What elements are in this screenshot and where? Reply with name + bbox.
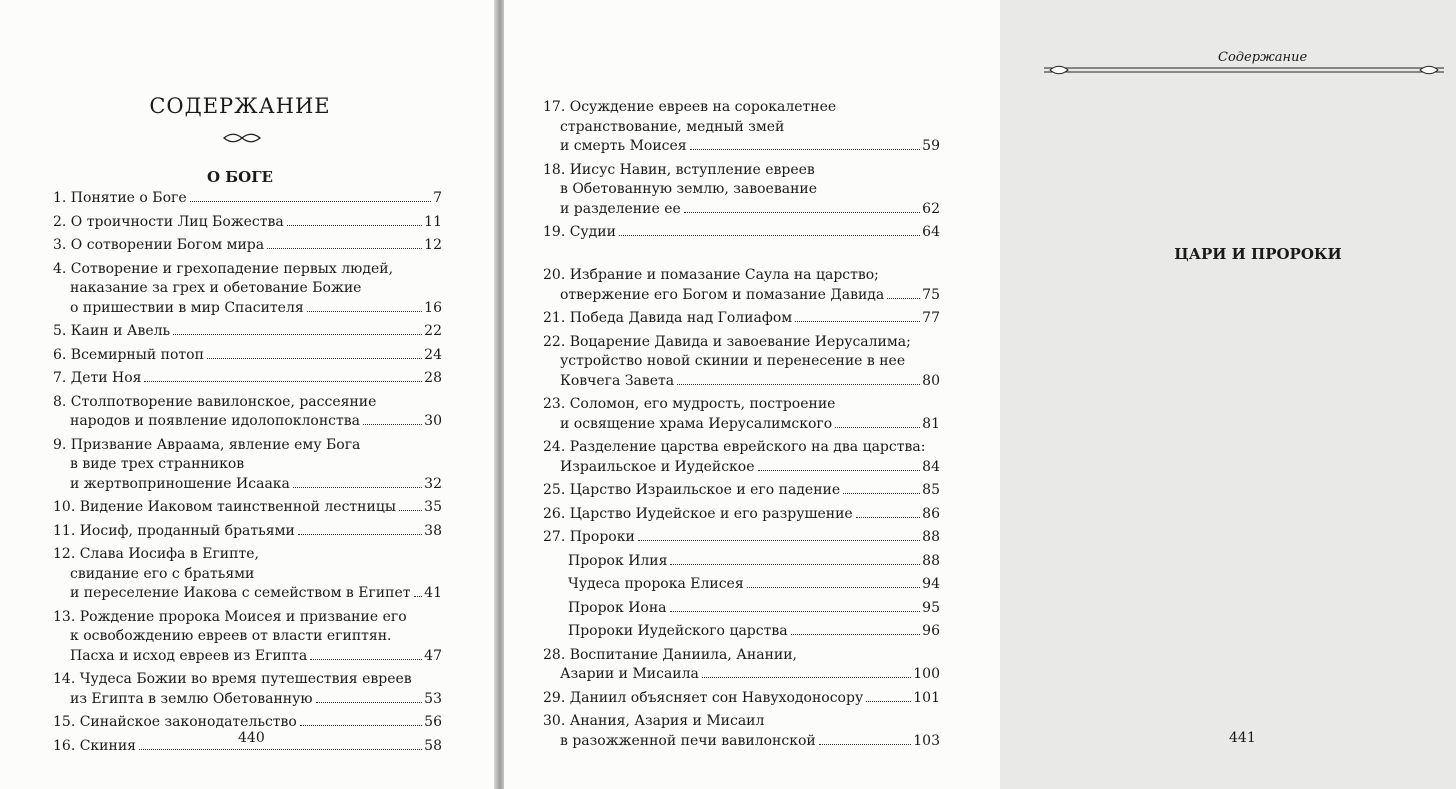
toc-entry-text: 3. О сотворении Богом мира (53, 237, 265, 253)
toc-entry-page: 94 (922, 576, 940, 592)
toc-entry-last-line (568, 622, 940, 642)
toc-entry-last-line (53, 369, 442, 389)
section-title-tsari-i-proroki: ЦАРИ И ПРОРОКИ (1174, 245, 1342, 263)
toc-entry-text: Азарии и Мисаила (560, 666, 699, 682)
toc-entry (543, 689, 940, 709)
toc-entry-last-line (543, 458, 940, 478)
toc-entry-text: Пророки Иудейского царства (568, 623, 788, 639)
toc-dot-leader (139, 749, 422, 750)
toc-entry-last-line (543, 223, 940, 243)
toc-entry-last-line (53, 346, 442, 366)
toc-entry (53, 260, 442, 319)
toc-entry-page: 28 (424, 370, 442, 386)
page-number-left: 440 (238, 730, 265, 746)
toc-entry-last-line (568, 552, 940, 572)
toc-entry-page: 7 (433, 190, 442, 206)
toc-entry-last-line (53, 213, 442, 233)
toc-entry-page: 56 (424, 714, 442, 730)
toc-entry-last-line (53, 299, 442, 319)
toc-entry-last-line (53, 236, 442, 256)
toc-entry-page: 80 (922, 372, 940, 389)
toc-entry-last-line (543, 137, 940, 157)
toc-entry-text: к освобождению евреев от власти египтян. (70, 628, 392, 644)
toc-entry-text: 23. Соломон, его мудрость, построение (543, 396, 836, 412)
toc-entry-text: в виде трех странников (70, 456, 245, 472)
toc-dot-leader (298, 534, 422, 535)
toc-entry-last-line (53, 522, 442, 542)
title-ornament-icon (222, 133, 262, 143)
toc-entry-page: 53 (424, 690, 442, 707)
toc-entry-text: 9. Призвание Авраама, явление ему Бога (53, 436, 361, 453)
toc-entry-text: народов и появление идолопоклонства (70, 413, 360, 429)
left-page (0, 0, 496, 789)
toc-entry (53, 346, 442, 366)
toc-dot-leader (293, 487, 422, 488)
header-rule-ornament-icon (1044, 64, 1444, 76)
toc-entry (543, 223, 940, 243)
toc-entry (543, 266, 940, 305)
toc-entry-text: Пасха и исход евреев из Египта (70, 647, 308, 664)
toc-entry (53, 236, 442, 256)
toc-dot-leader (702, 677, 911, 678)
toc-dot-leader (670, 611, 921, 612)
toc-entry-page: 101 (913, 689, 940, 706)
toc-entry-text: и разделение ее (560, 200, 681, 217)
toc-entry (543, 575, 940, 595)
toc-dot-leader (414, 596, 423, 597)
toc-entry-text: в Обетованную землю, завоевание (560, 181, 818, 197)
toc-entry-page: 85 (922, 482, 940, 498)
toc-dot-leader (758, 470, 921, 471)
toc-entry-last-line (53, 189, 442, 209)
toc-dot-leader (795, 321, 920, 322)
toc-dot-leader (690, 149, 921, 150)
toc-entry-text: Пророк Иона (568, 599, 667, 616)
toc-dot-leader (677, 384, 920, 385)
toc-entry-text: 16. Скиния (53, 737, 137, 754)
toc-entry-page: 12 (424, 237, 442, 253)
toc-entry-page: 47 (424, 647, 442, 664)
toc-dot-leader (267, 248, 422, 249)
toc-entry-page: 35 (424, 499, 442, 515)
toc-entry-last-line (543, 481, 940, 501)
toc-dot-leader (307, 311, 423, 312)
toc-dot-leader (791, 634, 921, 635)
toc-dot-leader (300, 725, 422, 726)
toc-entry-last-line (53, 475, 442, 495)
toc-entry-text: устройство новой скинии и перенесение в нее (560, 353, 906, 369)
toc-entry-last-line (53, 412, 442, 432)
toc-entry-page: 59 (922, 138, 940, 154)
toc-entry-text: 17. Осуждение евреев на сорокалетнее (543, 99, 837, 115)
toc-entry-text: 24. Разделение царства еврейского на два царства: (543, 439, 926, 455)
toc-entry (53, 436, 442, 495)
toc-dot-leader (173, 334, 422, 335)
toc-dot-leader (207, 358, 422, 359)
toc-entry-last-line (543, 200, 940, 220)
toc-entry-text: Ковчега Завета (560, 372, 675, 389)
toc-dot-leader (670, 564, 920, 565)
toc-entry-page: 32 (424, 475, 442, 492)
toc-entry-last-line (53, 647, 442, 667)
toc-entry (53, 369, 442, 389)
toc-entry-last-line (53, 498, 442, 518)
toc-entry-text: 25. Царство Израильское и его падение (543, 482, 841, 498)
toc-entry-page: 64 (922, 224, 940, 240)
toc-entry-text: 28. Воспитание Даниила, Анании, (543, 646, 798, 663)
toc-entry-last-line (543, 689, 940, 709)
toc-dot-leader (638, 540, 920, 541)
toc-entry (543, 622, 940, 642)
toc-entry (543, 528, 940, 548)
toc-dot-leader (866, 701, 911, 702)
toc-entry (53, 522, 442, 542)
toc-entry (543, 333, 940, 392)
toc-entry (543, 552, 940, 572)
toc-entry-text: 30. Анания, Азария и Мисаил (543, 713, 765, 729)
toc-entry-last-line (53, 690, 442, 710)
toc-dot-leader (843, 493, 920, 494)
toc-entry-text: 12. Слава Иосифа в Египте, (53, 546, 259, 562)
toc-dot-leader (747, 587, 921, 588)
toc-entry-page: 100 (913, 666, 940, 682)
toc-dot-leader (835, 427, 920, 428)
toc-entry (543, 438, 940, 477)
toc-entry-text: в разожженной печи вавилонской (560, 732, 816, 749)
toc-entry-last-line (53, 584, 442, 604)
toc-entry-text: Пророк Илия (568, 552, 668, 569)
toc-dot-leader (856, 517, 920, 518)
toc-entry (53, 498, 442, 518)
toc-entry-text: 13. Рождение пророка Моисея и призвание его (53, 608, 407, 625)
toc-entry-last-line (543, 528, 940, 548)
toc-entry-page: 62 (922, 200, 940, 217)
toc-entry-text: 10. Видение Иаковом таинственной лестницы (53, 499, 396, 515)
toc-dot-leader (363, 424, 422, 425)
toc-entry-page: 11 (424, 213, 442, 230)
toc-entry-page: 86 (922, 505, 940, 522)
toc-entry-page: 103 (913, 732, 940, 749)
toc-entry-page: 38 (424, 522, 442, 539)
toc-entry-page: 81 (922, 415, 940, 432)
toc-entry-text: 7. Дети Ноя (53, 370, 142, 386)
toc-entry-text: и переселение Иакова с семейством в Египет (70, 585, 411, 601)
toc-entry-text: 2. О троичности Лиц Божества (53, 213, 284, 230)
toc-entry-text: и освящение храма Иерусалимского (560, 415, 833, 432)
toc-entry-last-line (543, 505, 940, 525)
toc-list-left (53, 189, 442, 760)
toc-entry-last-line (543, 665, 940, 685)
toc-entry-text: 4. Сотворение и грехопадение первых людей, (53, 260, 394, 277)
toc-entry (53, 213, 442, 233)
toc-entry (543, 712, 940, 751)
toc-entry-text: отвержение его Богом и помазание Давида (560, 286, 885, 303)
toc-entry-last-line (53, 322, 442, 342)
toc-entry-page: 77 (922, 310, 940, 326)
toc-entry-page: 95 (922, 599, 940, 616)
toc-list-right-top (543, 98, 940, 247)
toc-entry (543, 599, 940, 619)
running-head: Содержание (1218, 50, 1308, 65)
toc-entry-text: Израильское и Иудейское (560, 458, 755, 475)
toc-entry (53, 322, 442, 342)
toc-dot-leader (287, 225, 422, 226)
toc-entry-last-line (568, 599, 940, 619)
toc-entry-text: свидание его с братьями (70, 565, 255, 582)
toc-entry-text: из Египта в землю Обетованную (70, 690, 313, 707)
toc-entry (543, 646, 940, 685)
toc-entry-text: 8. Столпотворение вавилонское, рассеяние (53, 393, 377, 410)
toc-dot-leader (316, 702, 423, 703)
toc-entry-page: 41 (424, 585, 442, 601)
toc-entry (543, 395, 940, 434)
toc-dot-leader (190, 201, 431, 202)
toc-entry-page: 58 (424, 737, 442, 754)
toc-dot-leader (819, 744, 912, 745)
toc-entry (543, 481, 940, 501)
toc-dot-leader (684, 212, 920, 213)
toc-entry-text: Чудеса пророка Елисея (568, 576, 744, 592)
toc-entry-text: 22. Воцарение Давида и завоевание Иерусалима; (543, 333, 911, 350)
toc-entry (53, 608, 442, 667)
toc-entry-text: 18. Иисус Навин, вступление евреев (543, 161, 815, 178)
toc-entry-page: 16 (424, 299, 442, 316)
toc-entry-text: 14. Чудеса Божии во время путешествия евреев (53, 671, 412, 687)
toc-entry-last-line (543, 372, 940, 392)
toc-entry (543, 98, 940, 157)
toc-dot-leader (399, 510, 422, 511)
toc-entry-page: 88 (922, 552, 940, 569)
toc-entry-page: 30 (424, 413, 442, 429)
toc-entry-text: 21. Победа Давида над Голиафом (543, 310, 793, 326)
toc-entry-page: 96 (922, 623, 940, 639)
toc-entry-text: 15. Синайское законодательство (53, 714, 297, 730)
toc-entry-text: 26. Царство Иудейское и его разрушение (543, 505, 853, 522)
toc-entry-page: 84 (922, 458, 940, 475)
toc-entry-last-line (568, 575, 940, 595)
page-number-right: 441 (1229, 730, 1256, 746)
toc-entry-text: 1. Понятие о Боге (53, 190, 187, 206)
page-title: СОДЕРЖАНИЕ (149, 94, 331, 118)
toc-entry-text: о пришествии в мир Спасителя (70, 299, 304, 316)
toc-entry-text: 29. Даниил объясняет сон Навуходоносору (543, 689, 864, 706)
toc-entry-text: 6. Всемирный потоп (53, 346, 204, 363)
toc-entry (543, 309, 940, 329)
toc-dot-leader (310, 659, 422, 660)
toc-entry-page: 88 (922, 529, 940, 545)
toc-dot-leader (144, 381, 422, 382)
toc-entry (53, 189, 442, 209)
toc-entry-last-line (543, 309, 940, 329)
toc-entry-text: 5. Каин и Авель (53, 323, 171, 339)
section-title-o-boge: О БОГЕ (207, 168, 273, 186)
toc-entry-page: 22 (424, 323, 442, 339)
toc-entry-last-line (543, 415, 940, 435)
toc-dot-leader (619, 235, 920, 236)
toc-entry-text: странствование, медный змей (560, 118, 785, 135)
toc-entry-text: и смерть Моисея (560, 138, 687, 154)
toc-entry-text: 19. Судии (543, 224, 616, 240)
toc-dot-leader (887, 298, 920, 299)
toc-entry-last-line (543, 732, 940, 752)
toc-entry-text: наказание за грех и обетование Божие (70, 280, 362, 296)
toc-entry (53, 393, 442, 432)
toc-entry (53, 545, 442, 604)
toc-entry-page: 75 (922, 286, 940, 303)
toc-entry (53, 670, 442, 709)
toc-entry-text: 20. Избрание и помазание Саула на царство; (543, 267, 879, 283)
toc-entry (543, 505, 940, 525)
toc-list-right-bottom (543, 266, 940, 755)
toc-entry-page: 24 (424, 346, 442, 363)
toc-entry-text: 11. Иосиф, проданный братьями (53, 522, 295, 539)
toc-entry (543, 161, 940, 220)
toc-entry-last-line (543, 286, 940, 306)
toc-entry-text: и жертвоприношение Исаака (70, 475, 290, 492)
toc-entry-text: 27. Пророки (543, 529, 635, 545)
